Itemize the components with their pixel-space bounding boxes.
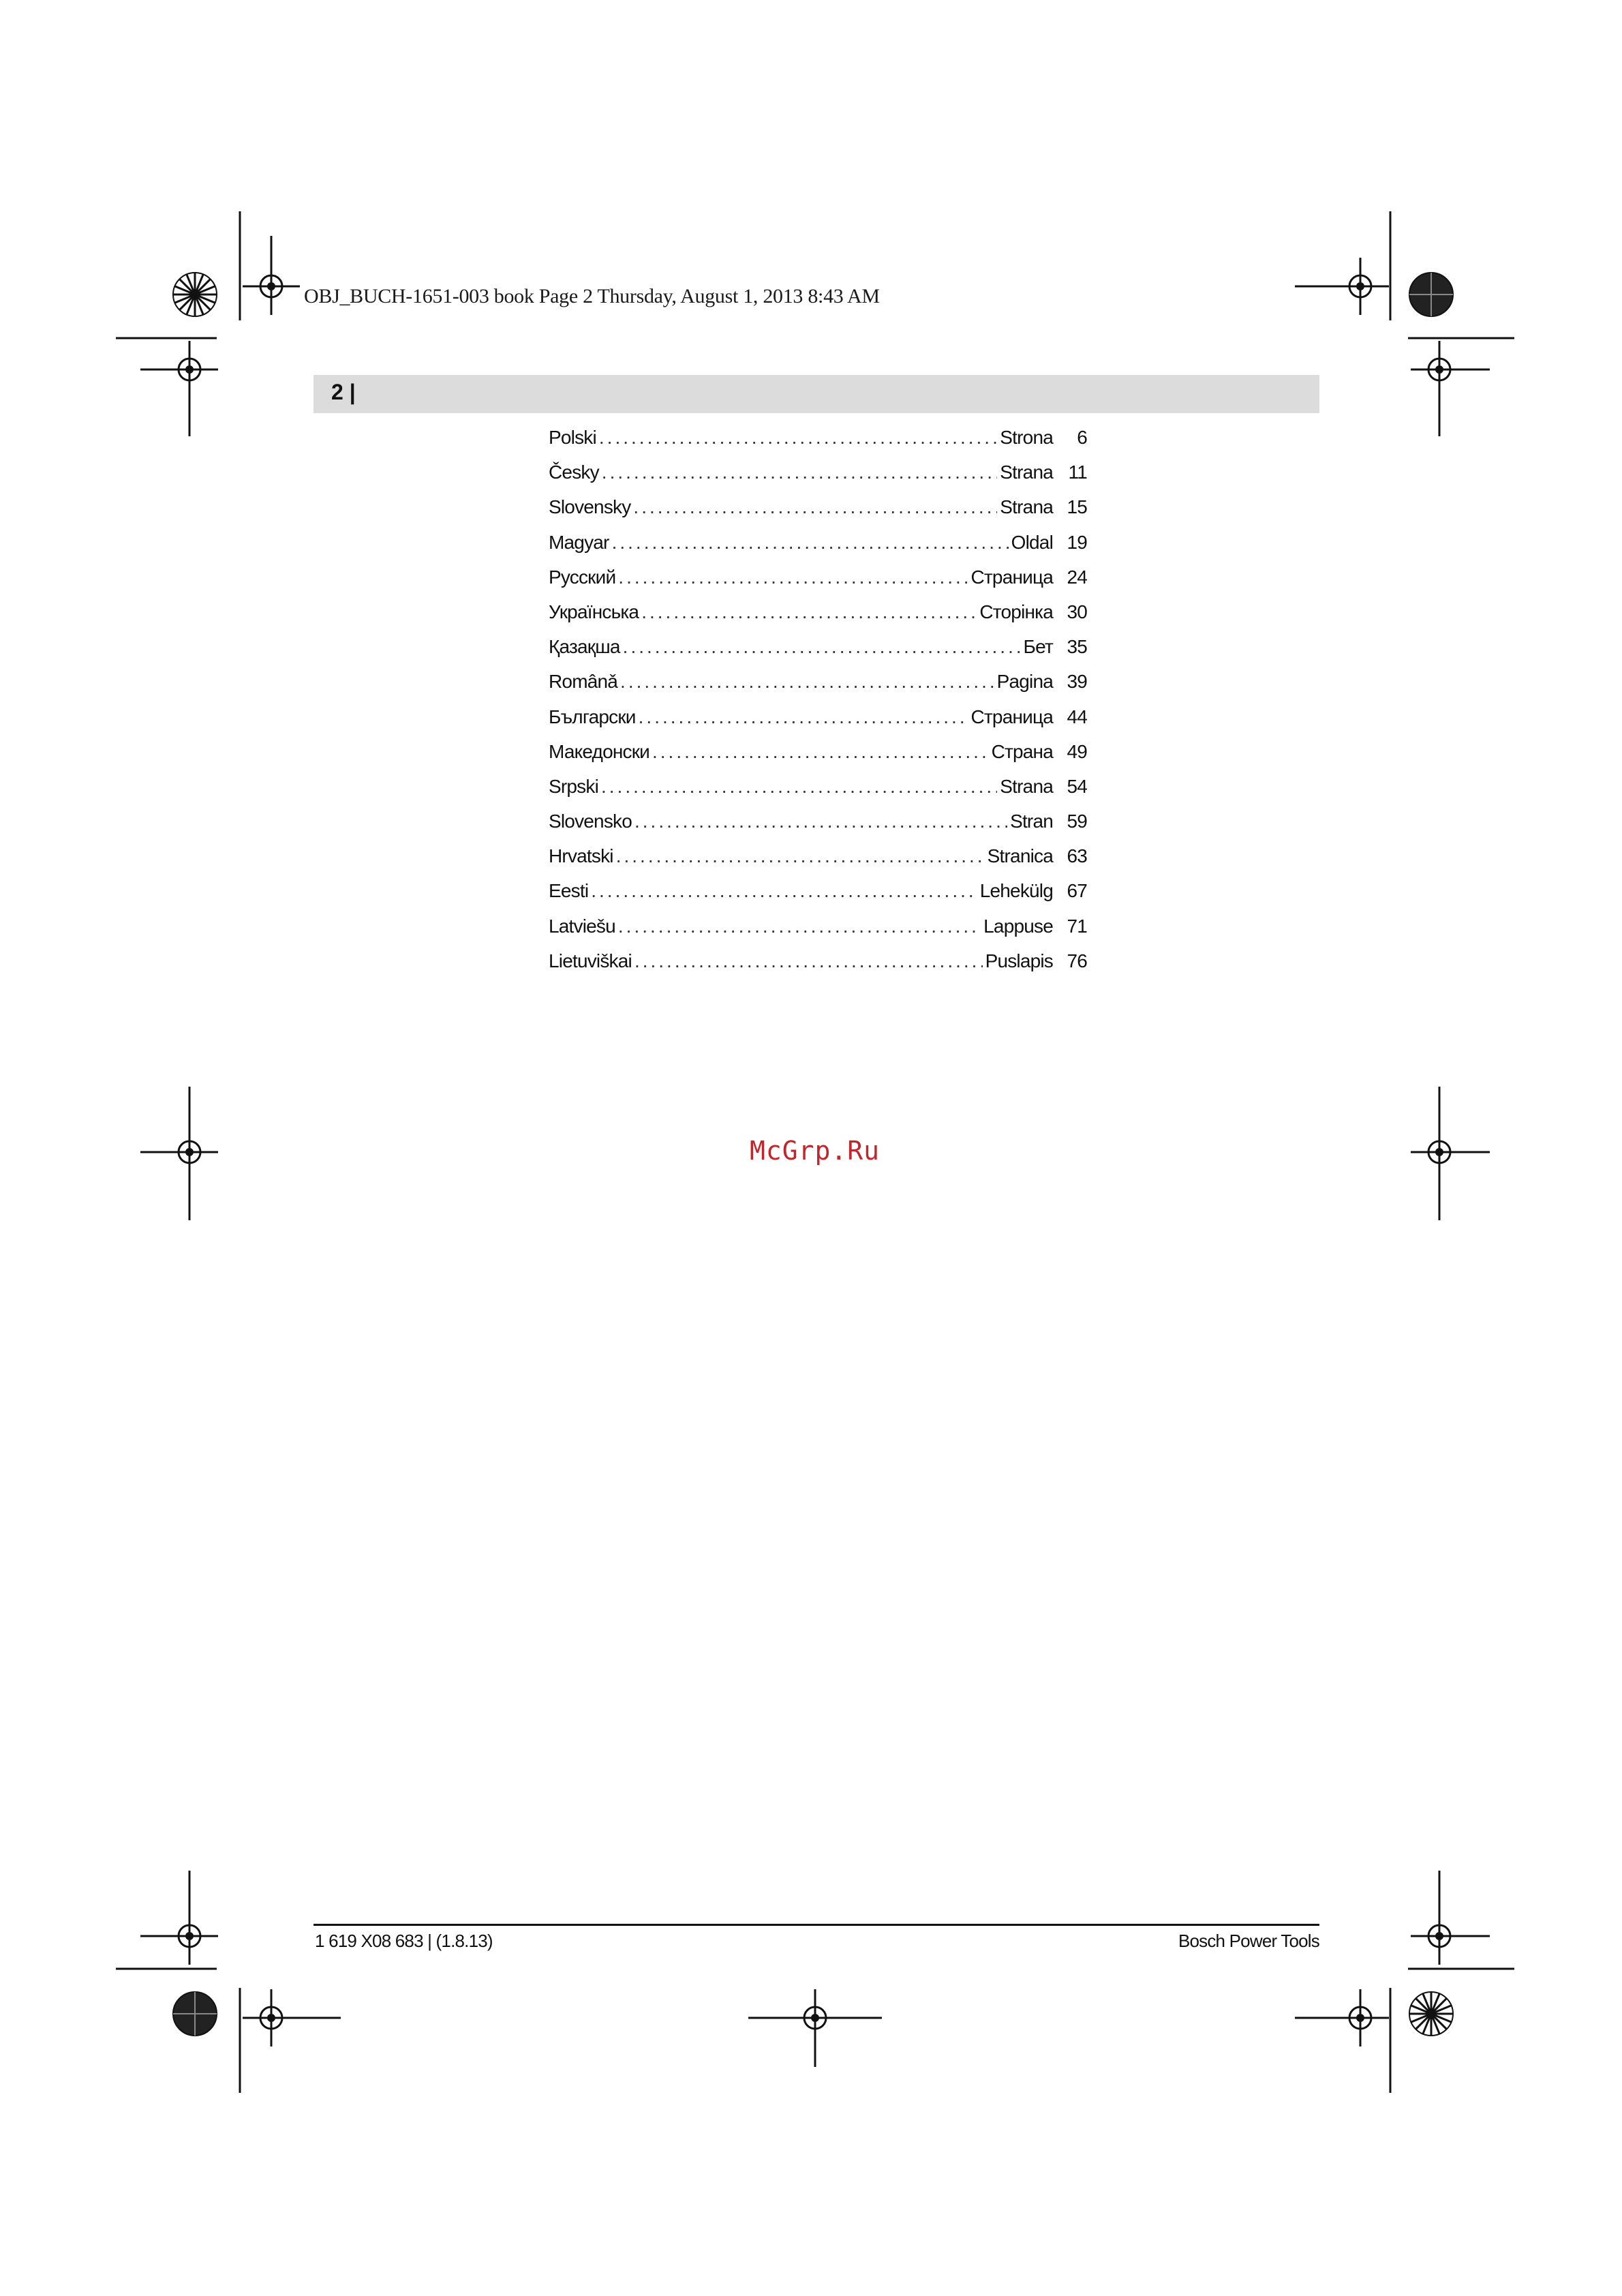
toc-language: Slovensko (549, 811, 632, 832)
toc-language: Magyar (549, 531, 609, 553)
toc-leader-dots (639, 699, 968, 734)
toc-language: Български (549, 706, 636, 727)
toc-page-word: Stran (1010, 811, 1053, 832)
print-job-header: OBJ_BUCH-1651-003 book Page 2 Thursday, August 1, 2013 8:43 AM (304, 285, 880, 307)
toc-language: Polski (549, 427, 596, 448)
toc-language: Latviešu (549, 915, 615, 937)
toc-page-number: 71 (1067, 915, 1087, 937)
toc-entry-makedonski[interactable] (549, 734, 1087, 769)
toc-page-number: 59 (1067, 811, 1087, 832)
toc-page-word: Strana (1000, 496, 1053, 518)
toc-entry-eesti[interactable] (549, 873, 1087, 908)
watermark-link[interactable]: McGrp.Ru (750, 1136, 881, 1166)
toc-leader-dots (591, 873, 977, 908)
footer-divider (313, 1924, 1319, 1926)
toc-entry-latviesu[interactable] (549, 909, 1087, 943)
toc-page-word: Puslapis (985, 950, 1053, 971)
toc-page-number: 24 (1067, 566, 1087, 588)
toc-leader-dots (620, 664, 994, 699)
toc-entry-balgarski[interactable] (549, 699, 1087, 734)
toc-page-word: Pagina (996, 671, 1053, 693)
toc-page-number: 6 (1077, 427, 1087, 448)
toc-language: Македонски (549, 740, 649, 762)
toc-language: Românǎ (549, 671, 618, 693)
toc-entry-romana[interactable] (549, 664, 1087, 699)
toc-page-number: 15 (1067, 496, 1087, 518)
toc-leader-dots (612, 525, 1009, 560)
toc-entry-russkiy[interactable] (549, 560, 1087, 594)
toc-page-number: 11 (1068, 462, 1087, 483)
toc-page-word: Strona (1000, 427, 1053, 448)
toc-leader-dots (599, 420, 997, 455)
toc-page-word: Страна (991, 740, 1053, 762)
toc-page-number: 35 (1067, 636, 1087, 658)
toc-leader-dots (602, 455, 998, 489)
toc-page-number: 44 (1067, 706, 1087, 727)
toc-language: Lietuviškai (549, 950, 632, 971)
toc-leader-dots (641, 594, 977, 629)
toc-page-word: Бет (1023, 636, 1053, 658)
toc-leader-dots (633, 489, 997, 524)
toc-page-number: 49 (1067, 740, 1087, 762)
toc-leader-dots (618, 560, 968, 594)
toc-language: Қазақша (549, 636, 620, 658)
toc-page-word: Страница (970, 706, 1053, 727)
toc-page-number: 54 (1067, 775, 1087, 797)
toc-page-word: Lappuse (983, 915, 1053, 937)
toc-entry-cesky[interactable] (549, 455, 1087, 489)
toc-entry-slovensky[interactable] (549, 489, 1087, 524)
toc-page-number: 76 (1067, 950, 1087, 971)
toc-language: Українська (549, 601, 639, 622)
toc-entry-hrvatski[interactable] (549, 839, 1087, 873)
toc-page-word: Сторінка (979, 601, 1053, 622)
toc-page-number: 30 (1067, 601, 1087, 622)
toc-entry-ukrainska[interactable] (549, 594, 1087, 629)
page-number: 2 | (331, 380, 356, 404)
toc-leader-dots (616, 839, 985, 873)
table-of-contents (549, 420, 1087, 978)
page-header-band (313, 375, 1319, 413)
toc-language: Česky (549, 462, 599, 483)
toc-language: Русский (549, 566, 616, 588)
footer-brand: Bosch Power Tools (1178, 1931, 1319, 1951)
toc-page-number: 67 (1067, 880, 1087, 902)
toc-entry-kazakhsha[interactable] (549, 629, 1087, 664)
toc-leader-dots (618, 909, 981, 943)
toc-page-number: 19 (1067, 531, 1087, 553)
toc-page-word: Stranica (987, 845, 1053, 867)
toc-entry-srpski[interactable] (549, 769, 1087, 804)
toc-page-word: Lehekülg (979, 880, 1053, 902)
toc-language: Hrvatski (549, 845, 613, 867)
toc-page-number: 39 (1067, 671, 1087, 693)
toc-page-word: Strana (1000, 775, 1053, 797)
toc-page-word: Страница (970, 566, 1053, 588)
toc-page-word: Strana (1000, 462, 1053, 483)
toc-language: Srpski (549, 775, 598, 797)
toc-leader-dots (623, 629, 1021, 664)
toc-language: Eesti (549, 880, 589, 902)
footer-document-code: 1 619 X08 683 | (1.8.13) (315, 1931, 493, 1951)
toc-leader-dots (634, 804, 1007, 839)
toc-leader-dots (601, 769, 997, 804)
toc-entry-lietuviskai[interactable] (549, 943, 1087, 978)
toc-page-word: Oldal (1011, 531, 1053, 553)
toc-entry-slovensko[interactable] (549, 804, 1087, 839)
toc-leader-dots (652, 734, 989, 769)
toc-language: Slovensky (549, 496, 631, 518)
toc-leader-dots (634, 943, 983, 978)
toc-entry-magyar[interactable] (549, 525, 1087, 560)
toc-entry-polski[interactable] (549, 420, 1087, 455)
toc-page-number: 63 (1067, 845, 1087, 867)
